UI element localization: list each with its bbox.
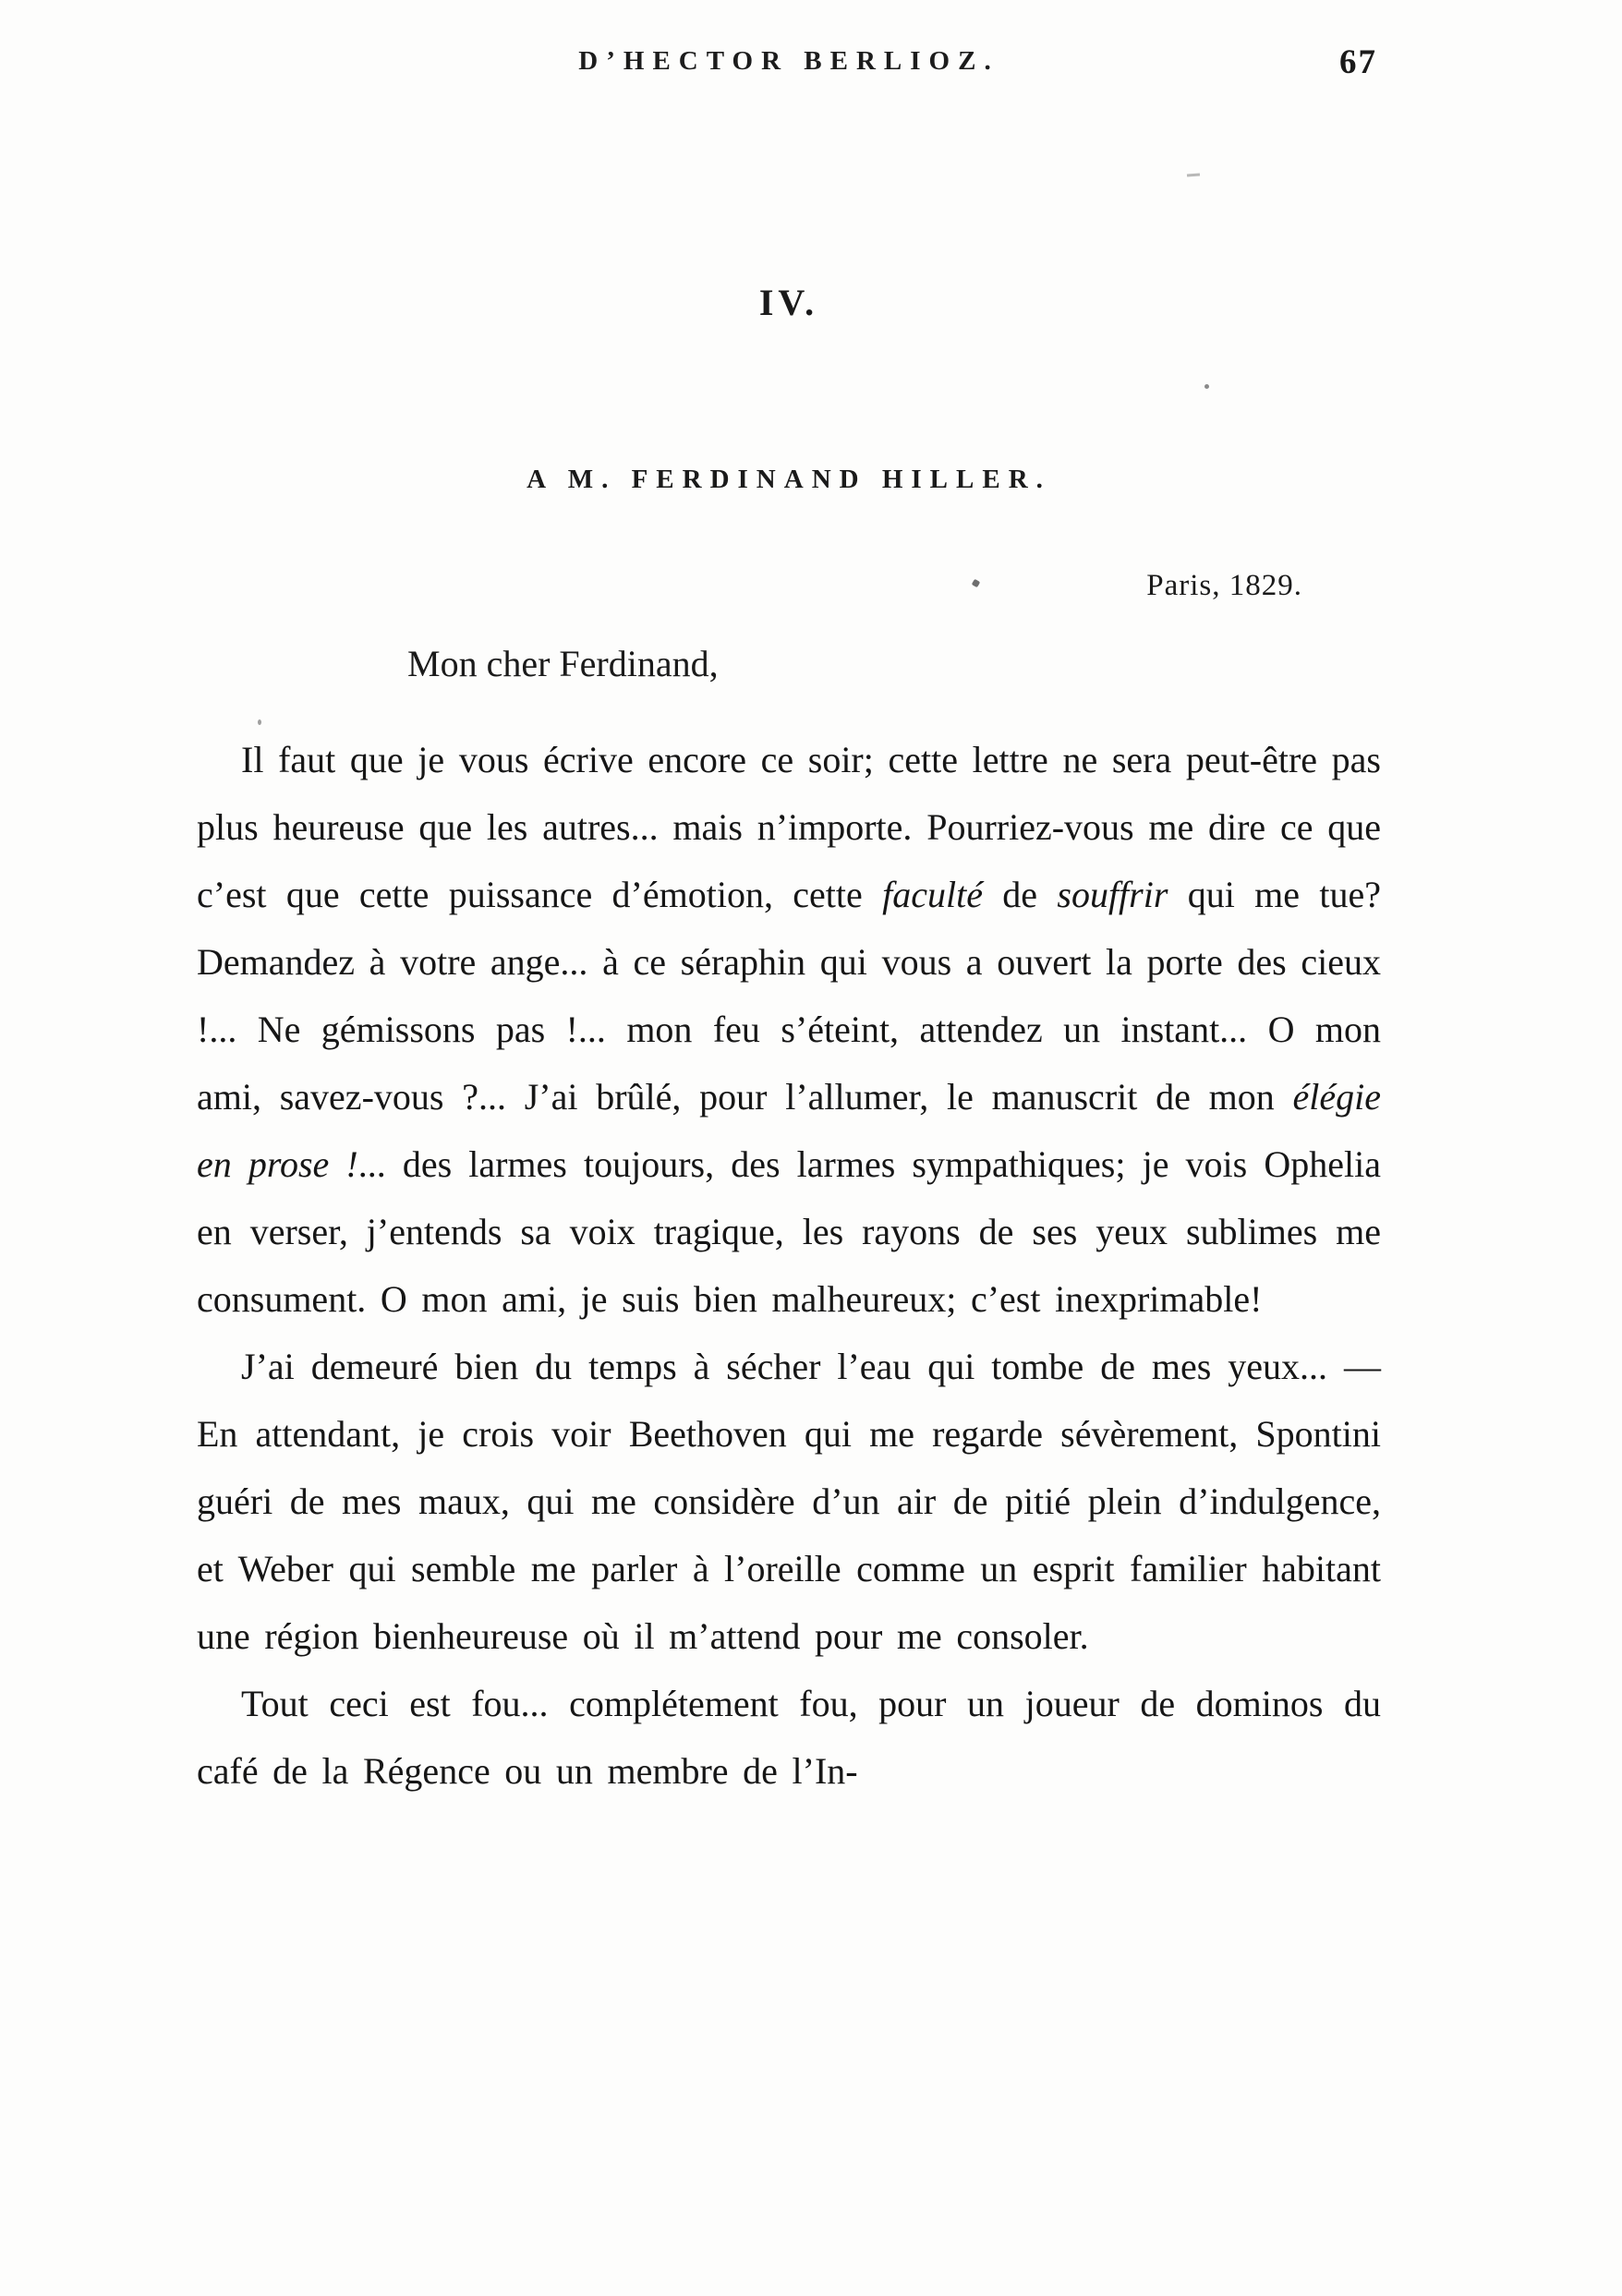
- letter-paragraph-2: [197, 1333, 1381, 1670]
- page-header: [197, 43, 1381, 87]
- running-head: D’HECTOR BERLIOZ.: [578, 46, 999, 76]
- letter-paragraph-1: [197, 726, 1381, 1333]
- letter-dateline: Paris, 1829.: [1146, 569, 1302, 602]
- scan-artifact-dash: [1187, 174, 1200, 177]
- paragraph-segment: qui me tue? Demandez à votre ange... à ce séraphin qui vous a ouvert la porte des cieux !... Ne gémissons pas !... mon feu s’éteint, attendez un instant... O mon ami, savez-vous ?... J’ai brûlé, pour l’allumer, le manuscrit de mon: [197, 874, 1381, 1118]
- letter: [197, 281, 1381, 1805]
- paragraph-segment: ... des larmes toujours, des larmes sympathiques; je vois Ophelia en verser, j’entends sa voix tragique, les rayons de ses yeux sublimes me consument. O mon ami, je suis bien malheureux; c’est inexprimable!: [197, 1143, 1381, 1320]
- scan-artifact-dot: [1204, 384, 1209, 389]
- section-heading: IV.: [758, 282, 819, 323]
- paragraph-segment: Il faut que je vous écrive encore ce soir; cette lettre ne sera peut-être pas plus heureuse que les autres... mais n’importe. Pourriez-vous me dire ce que c’est que cette puissance d’émotion, cette: [197, 739, 1381, 915]
- letter-paragraph-3: [197, 1670, 1381, 1805]
- page-number: 67: [1339, 43, 1377, 81]
- paragraph-segment: J’ai demeuré bien du temps à sécher l’eau qui tombe de mes yeux... — En attendant, je crois voir Beethoven qui me regarde sévèrement, Spontini guéri de mes maux, qui me considère d’un air de pitié plein d’indulgence, et Weber qui semble me parler à l’oreille comme un esprit familier habitant une région bienheureuse où il m’attend pour me consoler.: [197, 1346, 1381, 1657]
- letter-body: [197, 726, 1381, 1805]
- paragraph-segment-italic: faculté: [882, 874, 983, 915]
- letter-recipient: A M. FERDINAND HILLER.: [527, 465, 1051, 494]
- paragraph-segment: Tout ceci est fou... complétement fou, pour un joueur de dominos du café de la Régence ou un membre de l’In-: [197, 1683, 1381, 1792]
- scan-artifact-dot: [258, 719, 261, 725]
- paragraph-segment-italic: souffrir: [1057, 874, 1168, 915]
- letter-salutation: Mon cher Ferdinand,: [407, 643, 719, 684]
- paragraph-segment-italic: élégie en prose !: [197, 1076, 1381, 1185]
- paragraph-segment: de: [982, 874, 1058, 915]
